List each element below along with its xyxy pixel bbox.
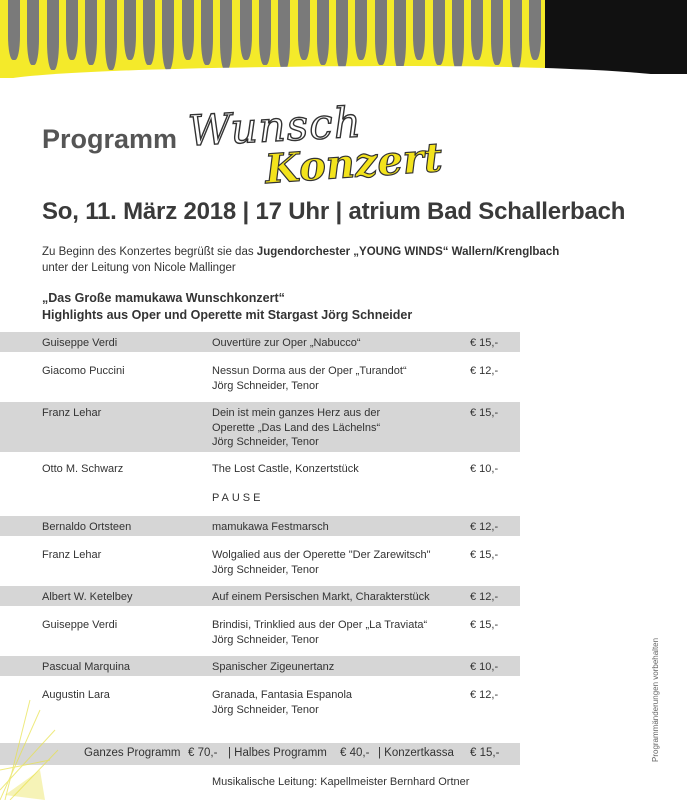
ticket-price: € 15,- — [470, 549, 499, 561]
intro-orchestra: Jugendorchester „YOUNG WINDS“ Wallern/Krenglbach — [256, 246, 560, 258]
price-totals-bar — [0, 743, 520, 765]
full-program-price: € 70,- — [188, 747, 218, 759]
full-program-label: Ganzes Programm — [84, 747, 181, 759]
banner-stripe — [85, 0, 97, 65]
banner-stripe — [240, 0, 252, 60]
decorative-flower-graphic — [0, 690, 60, 800]
banner-stripe — [529, 0, 541, 60]
composer-name: Franz Lehar — [42, 407, 102, 419]
banner-stripe — [124, 0, 136, 60]
ticket-price: € 10,- — [470, 661, 499, 673]
half-program-label: | Halbes Programm — [228, 747, 327, 759]
composer-name: Guiseppe Verdi — [42, 619, 118, 631]
work-title: Dein ist mein ganzes Herz aus der Operette „Das Land des Lächelns“ Jörg Schneider, Tenor — [212, 407, 381, 448]
ticket-price: € 15,- — [470, 619, 499, 631]
musical-director-note: Musikalische Leitung: Kapellmeister Bernhard Ortner — [212, 776, 470, 788]
composer-name: Franz Lehar — [42, 549, 102, 561]
program-row — [0, 516, 520, 536]
program-row — [0, 586, 520, 606]
work-title: The Lost Castle, Konzertstück — [212, 463, 359, 475]
banner-stripe — [66, 0, 78, 60]
banner-stripe — [298, 0, 310, 60]
banner-stripe — [182, 0, 194, 60]
banner-stripe — [278, 0, 290, 70]
banner-stripe — [375, 0, 387, 65]
program-title: Programm — [42, 124, 178, 154]
ticket-price: € 12,- — [470, 365, 499, 377]
program-row — [0, 360, 520, 402]
banner-stripe — [143, 0, 155, 65]
composer-name: Giacomo Puccini — [42, 365, 125, 377]
work-title: Granada, Fantasia Espanola Jörg Schneider, Tenor — [212, 689, 353, 716]
banner-stripe — [317, 0, 329, 65]
banner-stripe — [452, 0, 464, 70]
work-title: Nessun Dorma aus der Oper „Turandot“ Jörg Schneider, Tenor — [212, 365, 407, 392]
intro-part1: Zu Beginn des Konzertes begrüßt sie das — [42, 246, 257, 258]
ticket-price: € 15,- — [470, 337, 499, 349]
banner-stripe — [27, 0, 39, 65]
subtitle-line2: Highlights aus Oper und Operette mit Stargast Jörg Schneider — [42, 308, 413, 322]
banner-stripe — [491, 0, 503, 65]
box-office-price: € 15,- — [470, 747, 500, 759]
ticket-price: € 12,- — [470, 689, 499, 701]
work-title: mamukawa Festmarsch — [212, 521, 329, 533]
program-row — [0, 402, 520, 452]
subtitle-line1: „Das Große mamukawa Wunschkonzert“ — [42, 291, 285, 305]
banner-stripe — [220, 0, 232, 70]
composer-name: Pascual Marquina — [42, 661, 131, 673]
banner-stripe — [47, 0, 59, 70]
work-title: Spanischer Zigeunertanz — [212, 661, 335, 673]
half-program-price: € 40,- — [340, 747, 370, 759]
banner-stripe — [394, 0, 406, 70]
composer-name: Augustin Lara — [42, 689, 110, 701]
work-title: Wolgalied aus der Operette "Der Zarewitsch" Jörg Schneider, Tenor — [212, 549, 431, 576]
banner-stripe — [355, 0, 367, 60]
pause-label: PAUSE — [212, 492, 264, 504]
program-row — [0, 656, 520, 676]
banner-stripe — [105, 0, 117, 70]
banner-stripe — [433, 0, 445, 65]
top-banner — [0, 0, 687, 80]
composer-name: Otto M. Schwarz — [42, 463, 124, 475]
banner-stripe — [413, 0, 425, 60]
intro-text — [42, 244, 642, 276]
program-row — [0, 332, 520, 352]
konzert-script-logo: Konzert — [263, 133, 444, 194]
work-title: Auf einem Persischen Markt, Charakterstück — [212, 591, 430, 603]
dark-corner-panel — [545, 0, 687, 74]
program-changes-note: Programmänderungen vorbehalten — [651, 637, 660, 762]
banner-stripe — [201, 0, 213, 65]
ticket-price: € 12,- — [470, 591, 499, 603]
program-row — [0, 684, 520, 726]
work-title: Ouvertüre zur Oper „Nabucco“ — [212, 337, 361, 349]
box-office-label: | Konzertkassa — [378, 747, 454, 759]
composer-name: Guiseppe Verdi — [42, 337, 118, 349]
wunsch-script-logo: Wunsch — [186, 97, 363, 156]
program-row — [0, 544, 520, 586]
composer-name: Bernaldo Ortsteen — [42, 521, 132, 533]
ticket-price: € 12,- — [470, 521, 499, 533]
banner-stripe — [471, 0, 483, 60]
banner-stripe — [510, 0, 522, 70]
banner-stripe — [336, 0, 348, 70]
intro-part2: unter der Leitung von Nicole Mallinger — [42, 262, 236, 274]
work-title: Brindisi, Trinklied aus der Oper „La Traviata“ Jörg Schneider, Tenor — [212, 619, 428, 646]
program-row — [0, 614, 520, 656]
banner-stripe — [8, 0, 20, 60]
ticket-price: € 15,- — [470, 407, 499, 419]
banner-stripe — [162, 0, 174, 70]
banner-stripe — [259, 0, 271, 65]
event-date-line: So, 11. März 2018 | 17 Uhr | atrium Bad Schallerbach — [42, 198, 626, 225]
concert-subtitle — [42, 290, 412, 324]
ticket-price: € 10,- — [470, 463, 499, 475]
program-row — [0, 458, 520, 492]
composer-name: Albert W. Ketelbey — [42, 591, 133, 603]
